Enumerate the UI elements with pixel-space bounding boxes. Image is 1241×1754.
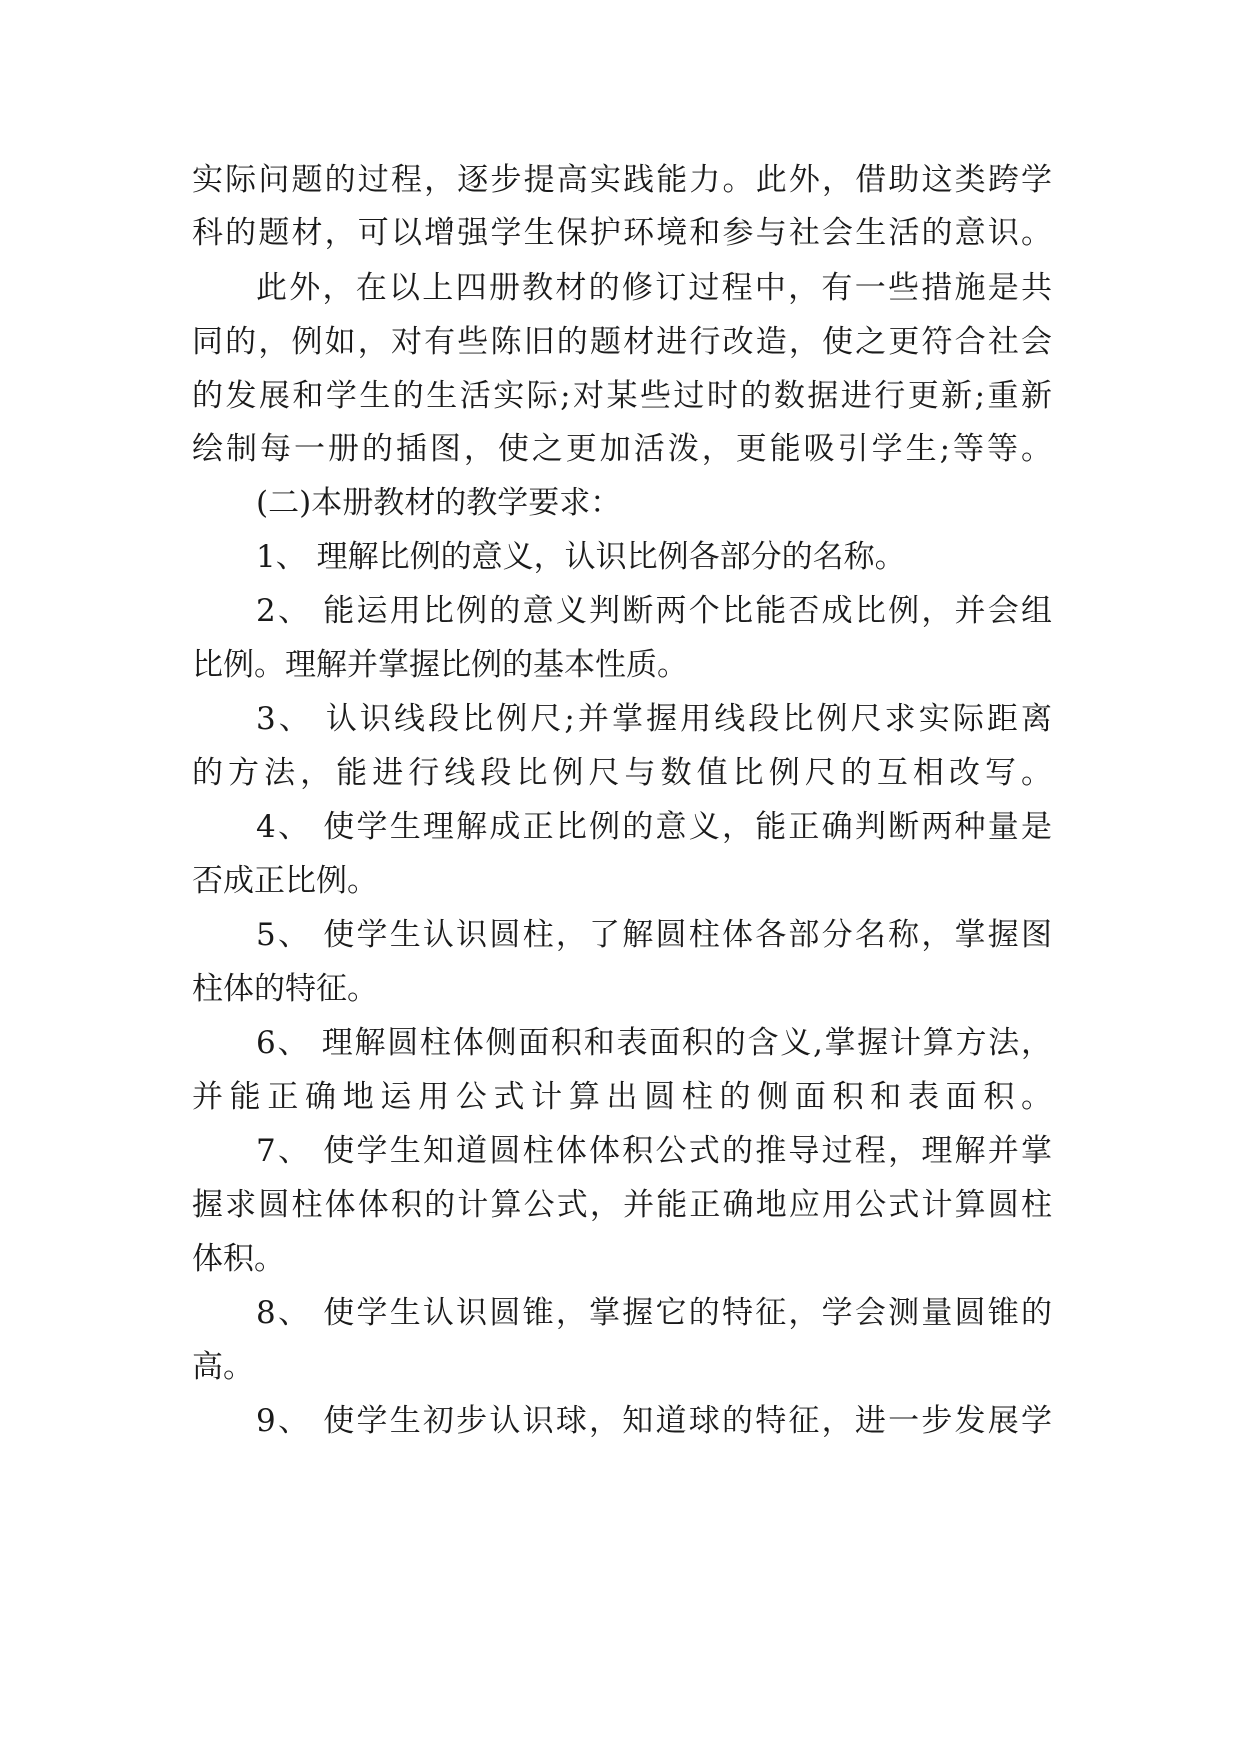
requirement-item-7: 7、 使学生知道圆柱体体积公式的推导过程，理解并掌 bbox=[256, 1133, 1052, 1169]
text-line: 高。 bbox=[192, 1349, 254, 1385]
text-line: 绘制每一册的插图，使之更加活泼，更能吸引学生;等等。 bbox=[192, 431, 1052, 467]
requirement-item-5: 5、 使学生认识圆柱，了解圆柱体各部分名称，掌握图 bbox=[256, 917, 1052, 953]
text-line: 体积。 bbox=[192, 1241, 285, 1277]
requirement-item-8: 8、 使学生认识圆锥，掌握它的特征，学会测量圆锥的 bbox=[256, 1295, 1052, 1331]
requirement-item-1: 1、 理解比例的意义，认识比例各部分的名称。 bbox=[256, 539, 906, 575]
text-line: 比例。理解并掌握比例的基本性质。 bbox=[192, 647, 688, 683]
requirement-item-3: 3、 认识线段比例尺;并掌握用线段比例尺求实际距离 bbox=[256, 701, 1052, 737]
text-line: 柱体的特征。 bbox=[192, 971, 378, 1007]
text-line: 否成正比例。 bbox=[192, 863, 378, 899]
text-line: 同的，例如，对有些陈旧的题材进行改造，使之更符合社会 bbox=[192, 324, 1052, 360]
section-heading: (二)本册教材的教学要求： bbox=[256, 485, 622, 521]
text-line: 握求圆柱体体积的计算公式，并能正确地应用公式计算圆柱 bbox=[192, 1187, 1052, 1223]
text-line: 此外，在以上四册教材的修订过程中，有一些措施是共 bbox=[256, 270, 1052, 306]
text-line: 的方法，能进行线段比例尺与数值比例尺的互相改写。 bbox=[192, 755, 1052, 791]
text-line: 的发展和学生的生活实际;对某些过时的数据进行更新;重新 bbox=[192, 378, 1052, 414]
text-line: 并能正确地运用公式计算出圆柱的侧面积和表面积。 bbox=[192, 1079, 1052, 1115]
text-line: 实际问题的过程，逐步提高实践能力。此外，借助这类跨学 bbox=[192, 162, 1052, 198]
requirement-item-4: 4、 使学生理解成正比例的意义，能正确判断两种量是 bbox=[256, 809, 1052, 845]
requirement-item-6: 6、 理解圆柱体侧面积和表面积的含义,掌握计算方法， bbox=[256, 1025, 1052, 1061]
requirement-item-9: 9、 使学生初步认识球，知道球的特征，进一步发展学 bbox=[256, 1403, 1052, 1439]
text-line: 科的题材，可以增强学生保护环境和参与社会生活的意识。 bbox=[192, 215, 1052, 251]
requirement-item-2: 2、 能运用比例的意义判断两个比能否成比例，并会组 bbox=[256, 593, 1052, 629]
